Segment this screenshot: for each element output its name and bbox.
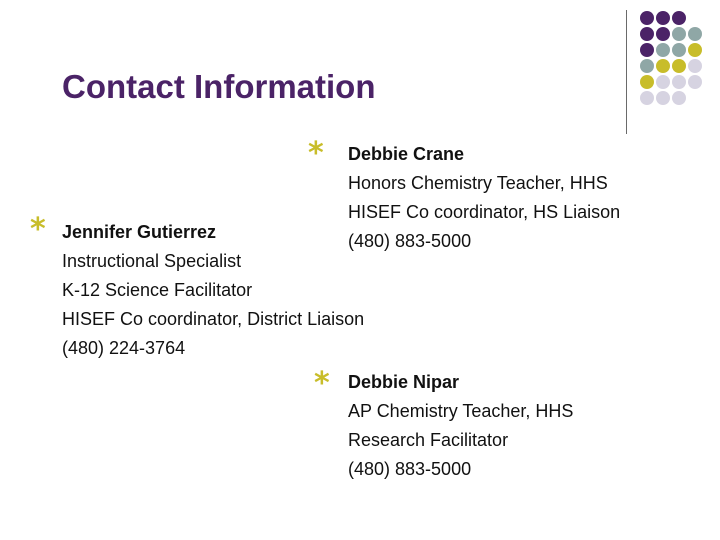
contact-name: Jennifer Gutierrez	[62, 222, 217, 242]
contact-detail: Honors Chemistry Teacher, HHS	[348, 173, 608, 193]
contact-detail: K-12 Science Facilitator	[62, 280, 253, 300]
decorative-dot	[656, 75, 670, 89]
decorative-dot	[656, 59, 670, 73]
bullet-star-icon: *	[30, 212, 46, 247]
decorative-dot	[672, 91, 686, 105]
contact-phone: (480) 883-5000	[348, 459, 472, 479]
decorative-dot	[688, 27, 702, 41]
decorative-dot	[640, 43, 654, 57]
decorative-dot	[688, 75, 702, 89]
decorative-dot	[672, 59, 686, 73]
contact-name: Debbie Crane	[348, 144, 465, 164]
decorative-dot	[640, 91, 654, 105]
contact-card-debbie-nipar	[348, 368, 573, 484]
decorative-dot	[672, 43, 686, 57]
contact-phone: (480) 883-5000	[348, 231, 472, 251]
decorative-dot	[672, 11, 686, 25]
decorative-dot	[672, 27, 686, 41]
contact-phone: (480) 224-3764	[62, 338, 186, 358]
contact-card-debbie-crane	[348, 140, 620, 256]
decorative-dot	[688, 43, 702, 57]
decorative-dot	[640, 27, 654, 41]
contact-detail: HISEF Co coordinator, District Liaison	[62, 309, 365, 329]
contact-detail: Research Facilitator	[348, 430, 509, 450]
bullet-star-icon: *	[308, 136, 324, 171]
decorative-dot	[656, 11, 670, 25]
contact-name: Debbie Nipar	[348, 372, 460, 392]
decorative-dot	[640, 75, 654, 89]
decorative-dot	[640, 59, 654, 73]
decorative-dot	[656, 43, 670, 57]
decorative-dot	[672, 75, 686, 89]
decorative-dot	[640, 11, 654, 25]
bullet-star-icon: *	[314, 366, 330, 401]
decorative-dot	[656, 91, 670, 105]
slide-title: Contact Information	[62, 68, 376, 105]
contact-detail: AP Chemistry Teacher, HHS	[348, 401, 574, 421]
contact-card-jennifer-gutierrez	[62, 218, 364, 363]
decorative-dot	[656, 27, 670, 41]
vertical-divider	[626, 10, 627, 134]
contact-detail: HISEF Co coordinator, HS Liaison	[348, 202, 621, 222]
contact-detail: Instructional Specialist	[62, 251, 242, 271]
decorative-dot	[688, 59, 702, 73]
